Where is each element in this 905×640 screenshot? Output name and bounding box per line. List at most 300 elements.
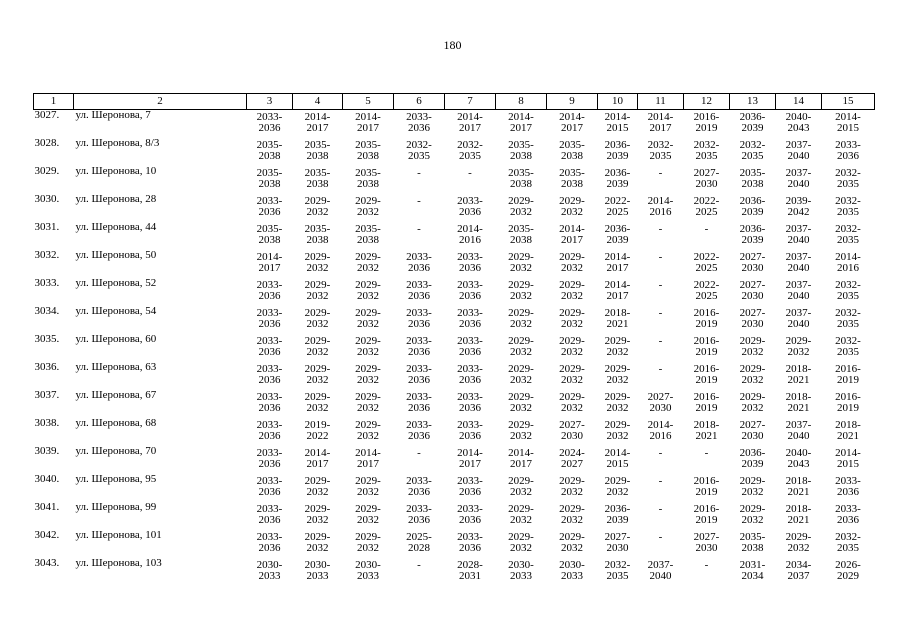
period-value: 2014- 2017: [508, 111, 534, 134]
period-value: 2032- 2035: [835, 195, 861, 218]
period-value: 2035- 2038: [304, 167, 331, 190]
address-cell: ул. Шеронова, 10: [75, 165, 157, 177]
table-body: [34, 110, 875, 587]
row-number: 3027.: [34, 109, 60, 121]
period-value: 2033- 2036: [256, 335, 283, 358]
period-cell: [547, 446, 598, 474]
period-value: 2014- 2016: [647, 419, 674, 442]
period-value: 2027- 2030: [739, 419, 766, 442]
period-value: -: [417, 167, 421, 179]
period-cell: [293, 530, 343, 558]
period-value: 2029- 2032: [604, 335, 631, 358]
period-value: 2029- 2032: [355, 419, 381, 442]
table-row: [34, 446, 875, 474]
period-value: -: [658, 447, 663, 459]
period-cell: [293, 166, 343, 194]
period-cell: [394, 278, 445, 306]
period-cell: [343, 530, 394, 558]
period-value: 2029- 2032: [559, 335, 585, 358]
period-cell: [496, 166, 547, 194]
period-value: 2029- 2032: [559, 503, 585, 526]
period-value: 2027- 2030: [693, 531, 720, 554]
period-value: 2016- 2019: [693, 503, 720, 526]
period-cell: [684, 502, 730, 530]
table-row: [34, 390, 875, 418]
row-number: 3042.: [34, 529, 60, 541]
period-cell: [293, 474, 343, 502]
period-value: 2029- 2032: [355, 195, 381, 218]
period-cell: [247, 334, 293, 362]
period-value: 2037- 2040: [785, 419, 812, 442]
table-row: [34, 306, 875, 334]
period-value: 2037- 2040: [785, 223, 812, 246]
period-cell: [496, 530, 547, 558]
column-header: 13: [730, 94, 776, 110]
period-value: 2037- 2040: [785, 139, 812, 162]
period-cell: [684, 138, 730, 166]
period-cell: [598, 418, 638, 446]
period-value: 2035- 2038: [559, 167, 585, 190]
row-number: 3031.: [34, 221, 60, 233]
period-cell: [394, 418, 445, 446]
period-cell: [547, 138, 598, 166]
period-value: 2033- 2036: [457, 335, 483, 358]
period-value: 2029- 2032: [355, 251, 381, 274]
period-cell: [547, 418, 598, 446]
period-cell: [776, 138, 822, 166]
period-cell: [445, 110, 496, 139]
period-cell: [776, 474, 822, 502]
period-value: 2029- 2032: [508, 419, 534, 442]
table-row: [34, 474, 875, 502]
period-value: 2029- 2032: [559, 279, 585, 302]
period-value: 2033- 2036: [256, 391, 283, 414]
period-cell: [730, 138, 776, 166]
period-value: 2018- 2021: [835, 419, 861, 442]
period-cell: [822, 110, 875, 139]
column-header: 15: [822, 94, 875, 110]
period-cell: [343, 306, 394, 334]
period-value: 2029- 2032: [785, 335, 812, 358]
period-cell: [293, 390, 343, 418]
period-value: 2029- 2032: [739, 503, 766, 526]
period-cell: [684, 278, 730, 306]
period-cell: [638, 306, 684, 334]
period-value: 2036- 2039: [739, 223, 766, 246]
period-value: 2033- 2036: [406, 503, 432, 526]
period-value: 2036- 2039: [739, 195, 766, 218]
period-cell: [730, 362, 776, 390]
address-cell: ул. Шеронова, 67: [75, 389, 157, 401]
period-cell: [247, 390, 293, 418]
period-cell: [445, 222, 496, 250]
period-cell: [293, 306, 343, 334]
period-value: 2037- 2040: [785, 307, 812, 330]
table-row: [34, 110, 875, 139]
period-cell: [776, 558, 822, 586]
table-row: [34, 166, 875, 194]
period-cell: [638, 278, 684, 306]
period-cell: [638, 166, 684, 194]
period-value: 2029- 2032: [604, 391, 631, 414]
period-value: -: [658, 335, 663, 347]
period-cell: [730, 278, 776, 306]
period-cell: [247, 474, 293, 502]
period-cell: [343, 334, 394, 362]
address-cell: ул. Шеронова, 103: [75, 557, 162, 569]
table-row: [34, 334, 875, 362]
period-cell: [293, 250, 343, 278]
period-cell: [638, 334, 684, 362]
period-cell: [247, 446, 293, 474]
column-header: 5: [343, 94, 394, 110]
period-cell: [547, 558, 598, 586]
period-cell: [730, 194, 776, 222]
period-value: 2030- 2033: [304, 559, 331, 582]
period-value: 2040- 2043: [785, 447, 812, 470]
row-number: 3032.: [34, 249, 60, 261]
period-cell: [394, 334, 445, 362]
period-value: 2029- 2032: [508, 195, 534, 218]
period-value: 2030- 2033: [256, 559, 283, 582]
period-cell: [343, 194, 394, 222]
period-value: 2022- 2025: [693, 195, 720, 218]
period-value: 2036- 2039: [604, 503, 631, 526]
period-value: 2027- 2030: [693, 167, 720, 190]
period-value: 2014- 2017: [355, 111, 381, 134]
column-header: 3: [247, 94, 293, 110]
period-cell: [394, 306, 445, 334]
period-cell: [496, 110, 547, 139]
period-cell: [598, 194, 638, 222]
period-cell: [547, 166, 598, 194]
period-value: 2016- 2019: [693, 475, 720, 498]
period-cell: [496, 418, 547, 446]
address-cell: ул. Шеронова, 8/3: [75, 137, 160, 149]
period-cell: [598, 530, 638, 558]
address-cell: ул. Шеронова, 99: [75, 501, 157, 513]
period-value: 2030- 2033: [559, 559, 585, 582]
period-value: 2014- 2017: [604, 251, 631, 274]
period-cell: [822, 278, 875, 306]
period-value: 2029- 2032: [604, 363, 631, 386]
period-cell: [730, 250, 776, 278]
period-value: 2014- 2017: [457, 447, 483, 470]
period-cell: [822, 222, 875, 250]
period-value: 2033- 2036: [457, 279, 483, 302]
period-cell: [730, 418, 776, 446]
period-value: 2032- 2035: [693, 139, 720, 162]
period-value: 2033- 2036: [457, 419, 483, 442]
period-value: 2029- 2032: [304, 363, 331, 386]
period-value: -: [658, 363, 663, 375]
period-value: -: [658, 307, 663, 319]
period-cell: [247, 362, 293, 390]
period-value: 2035- 2038: [256, 167, 283, 190]
period-cell: [822, 194, 875, 222]
period-cell: [822, 474, 875, 502]
period-cell: [598, 278, 638, 306]
period-cell: [638, 110, 684, 139]
period-cell: [343, 558, 394, 586]
period-cell: [730, 530, 776, 558]
address-cell: ул. Шеронова, 63: [75, 361, 157, 373]
period-cell: [247, 418, 293, 446]
period-value: 2014- 2016: [647, 195, 674, 218]
period-cell: [822, 390, 875, 418]
period-cell: [684, 474, 730, 502]
period-value: 2029- 2032: [304, 279, 331, 302]
table-row: [34, 194, 875, 222]
period-cell: [547, 222, 598, 250]
period-cell: [247, 558, 293, 586]
period-value: 2033- 2036: [835, 475, 861, 498]
period-cell: [776, 418, 822, 446]
period-value: 2033- 2036: [406, 419, 432, 442]
period-cell: [293, 194, 343, 222]
period-value: 2033- 2036: [457, 475, 483, 498]
period-value: 2033- 2036: [457, 391, 483, 414]
table-row: [34, 250, 875, 278]
period-value: 2032- 2035: [647, 139, 674, 162]
address-cell: ул. Шеронова, 28: [75, 193, 157, 205]
period-value: 2014- 2017: [304, 111, 331, 134]
period-value: 2033- 2036: [457, 307, 483, 330]
period-cell: [822, 166, 875, 194]
period-value: 2040- 2043: [785, 111, 812, 134]
period-cell: [547, 110, 598, 139]
period-cell: [394, 362, 445, 390]
period-value: 2029- 2032: [304, 475, 331, 498]
table-row: [34, 278, 875, 306]
period-value: -: [417, 559, 421, 571]
period-value: 2035- 2038: [508, 139, 534, 162]
period-cell: [730, 334, 776, 362]
period-value: 2029- 2032: [508, 251, 534, 274]
row-number: 3038.: [34, 417, 60, 429]
period-cell: [445, 558, 496, 586]
period-value: 2037- 2040: [785, 279, 812, 302]
period-cell: [598, 138, 638, 166]
period-value: 2029- 2032: [508, 391, 534, 414]
period-value: 2027- 2030: [647, 391, 674, 414]
period-cell: [394, 502, 445, 530]
period-cell: [445, 530, 496, 558]
period-cell: [394, 446, 445, 474]
period-value: -: [658, 279, 663, 291]
period-value: 2029- 2032: [604, 475, 631, 498]
period-cell: [730, 446, 776, 474]
period-cell: [684, 418, 730, 446]
period-value: 2032- 2035: [457, 139, 483, 162]
period-value: 2027- 2030: [604, 531, 631, 554]
period-cell: [730, 502, 776, 530]
period-value: 2029- 2032: [559, 251, 585, 274]
period-cell: [776, 362, 822, 390]
row-number: 3037.: [34, 389, 60, 401]
column-header: 1: [34, 94, 74, 110]
period-value: 2033- 2036: [406, 279, 432, 302]
period-cell: [496, 306, 547, 334]
period-cell: [776, 278, 822, 306]
period-value: 2039- 2042: [785, 195, 812, 218]
table-row: [34, 362, 875, 390]
period-value: 2035- 2038: [739, 531, 766, 554]
period-cell: [445, 474, 496, 502]
period-value: 2029- 2032: [559, 531, 585, 554]
period-cell: [343, 222, 394, 250]
period-value: 2016- 2019: [693, 335, 720, 358]
period-cell: [638, 474, 684, 502]
table-row: [34, 502, 875, 530]
column-header: 7: [445, 94, 496, 110]
row-number: 3036.: [34, 361, 60, 373]
period-cell: [684, 166, 730, 194]
period-value: 2035- 2038: [355, 167, 381, 190]
period-value: 2033- 2036: [256, 475, 283, 498]
period-value: 2035- 2038: [559, 139, 585, 162]
period-cell: [445, 138, 496, 166]
period-cell: [598, 558, 638, 586]
period-cell: [822, 334, 875, 362]
period-cell: [776, 306, 822, 334]
period-cell: [394, 194, 445, 222]
period-cell: [684, 558, 730, 586]
period-value: 2029- 2032: [304, 307, 331, 330]
period-value: 2027- 2030: [559, 419, 585, 442]
period-value: 2033- 2036: [457, 503, 483, 526]
period-value: 2014- 2016: [835, 251, 861, 274]
period-value: 2035- 2038: [508, 223, 534, 246]
period-cell: [496, 474, 547, 502]
period-value: 2032- 2035: [835, 223, 861, 246]
period-value: 2032- 2035: [739, 139, 766, 162]
row-number: 3041.: [34, 501, 60, 513]
period-value: -: [704, 447, 709, 459]
period-value: 2033- 2036: [406, 475, 432, 498]
period-value: 2033- 2036: [457, 251, 483, 274]
period-value: 2032- 2035: [835, 279, 861, 302]
period-cell: [293, 558, 343, 586]
period-cell: [547, 278, 598, 306]
period-cell: [547, 390, 598, 418]
period-cell: [343, 110, 394, 139]
period-value: 2029- 2032: [355, 335, 381, 358]
period-value: 2029- 2032: [508, 335, 534, 358]
period-cell: [730, 474, 776, 502]
period-value: 2014- 2017: [559, 223, 585, 246]
column-header: 2: [74, 94, 247, 110]
period-value: 2033- 2036: [406, 111, 432, 134]
period-cell: [247, 502, 293, 530]
period-value: 2032- 2035: [835, 307, 861, 330]
period-cell: [684, 194, 730, 222]
period-value: 2014- 2017: [256, 251, 283, 274]
period-cell: [445, 306, 496, 334]
period-cell: [547, 306, 598, 334]
period-value: 2016- 2019: [693, 363, 720, 386]
period-cell: [684, 110, 730, 139]
period-cell: [684, 334, 730, 362]
period-cell: [822, 418, 875, 446]
period-cell: [730, 110, 776, 139]
period-value: 2034- 2037: [785, 559, 812, 582]
period-cell: [598, 166, 638, 194]
period-value: 2018- 2021: [785, 363, 812, 386]
period-value: 2033- 2036: [457, 195, 483, 218]
period-cell: [822, 558, 875, 586]
period-value: 2029- 2032: [508, 363, 534, 386]
period-cell: [496, 334, 547, 362]
table-header-row: [34, 94, 875, 110]
period-cell: [598, 362, 638, 390]
period-value: -: [658, 251, 663, 263]
period-cell: [343, 390, 394, 418]
period-value: 2029- 2032: [355, 279, 381, 302]
period-value: 2036- 2039: [604, 167, 631, 190]
period-value: 2029- 2032: [739, 335, 766, 358]
period-cell: [247, 194, 293, 222]
period-value: 2022- 2025: [693, 251, 720, 274]
period-value: 2016- 2019: [693, 391, 720, 414]
period-value: 2029- 2032: [508, 475, 534, 498]
period-cell: [496, 390, 547, 418]
period-cell: [394, 250, 445, 278]
period-value: 2014- 2017: [604, 279, 631, 302]
period-value: 2036- 2039: [604, 223, 631, 246]
period-cell: [776, 502, 822, 530]
period-cell: [394, 530, 445, 558]
period-value: 2029- 2032: [355, 475, 381, 498]
period-value: 2032- 2035: [835, 167, 861, 190]
table-row: [34, 222, 875, 250]
period-cell: [445, 418, 496, 446]
period-cell: [776, 390, 822, 418]
period-value: 2014- 2015: [604, 111, 631, 134]
period-cell: [445, 194, 496, 222]
period-value: 2029- 2032: [508, 279, 534, 302]
period-value: -: [417, 195, 421, 207]
period-cell: [776, 110, 822, 139]
period-cell: [598, 502, 638, 530]
period-value: 2036- 2039: [739, 447, 766, 470]
period-value: 2029- 2032: [355, 307, 381, 330]
period-cell: [343, 502, 394, 530]
address-cell: ул. Шеронова, 44: [75, 221, 157, 233]
period-cell: [445, 166, 496, 194]
period-cell: [598, 222, 638, 250]
period-value: 2035- 2038: [508, 167, 534, 190]
period-cell: [822, 502, 875, 530]
period-value: -: [658, 503, 663, 515]
period-value: 2016- 2019: [693, 111, 720, 134]
period-cell: [343, 418, 394, 446]
period-value: 2014- 2017: [559, 111, 585, 134]
period-cell: [684, 362, 730, 390]
period-cell: [598, 334, 638, 362]
period-cell: [730, 390, 776, 418]
row-number: 3029.: [34, 165, 60, 177]
period-cell: [343, 446, 394, 474]
period-cell: [547, 194, 598, 222]
period-cell: [394, 222, 445, 250]
period-cell: [638, 558, 684, 586]
period-cell: [247, 138, 293, 166]
period-value: 2018- 2021: [785, 503, 812, 526]
period-value: 2014- 2017: [355, 447, 381, 470]
schedule-table: [33, 93, 875, 586]
period-value: 2033- 2036: [256, 447, 283, 470]
